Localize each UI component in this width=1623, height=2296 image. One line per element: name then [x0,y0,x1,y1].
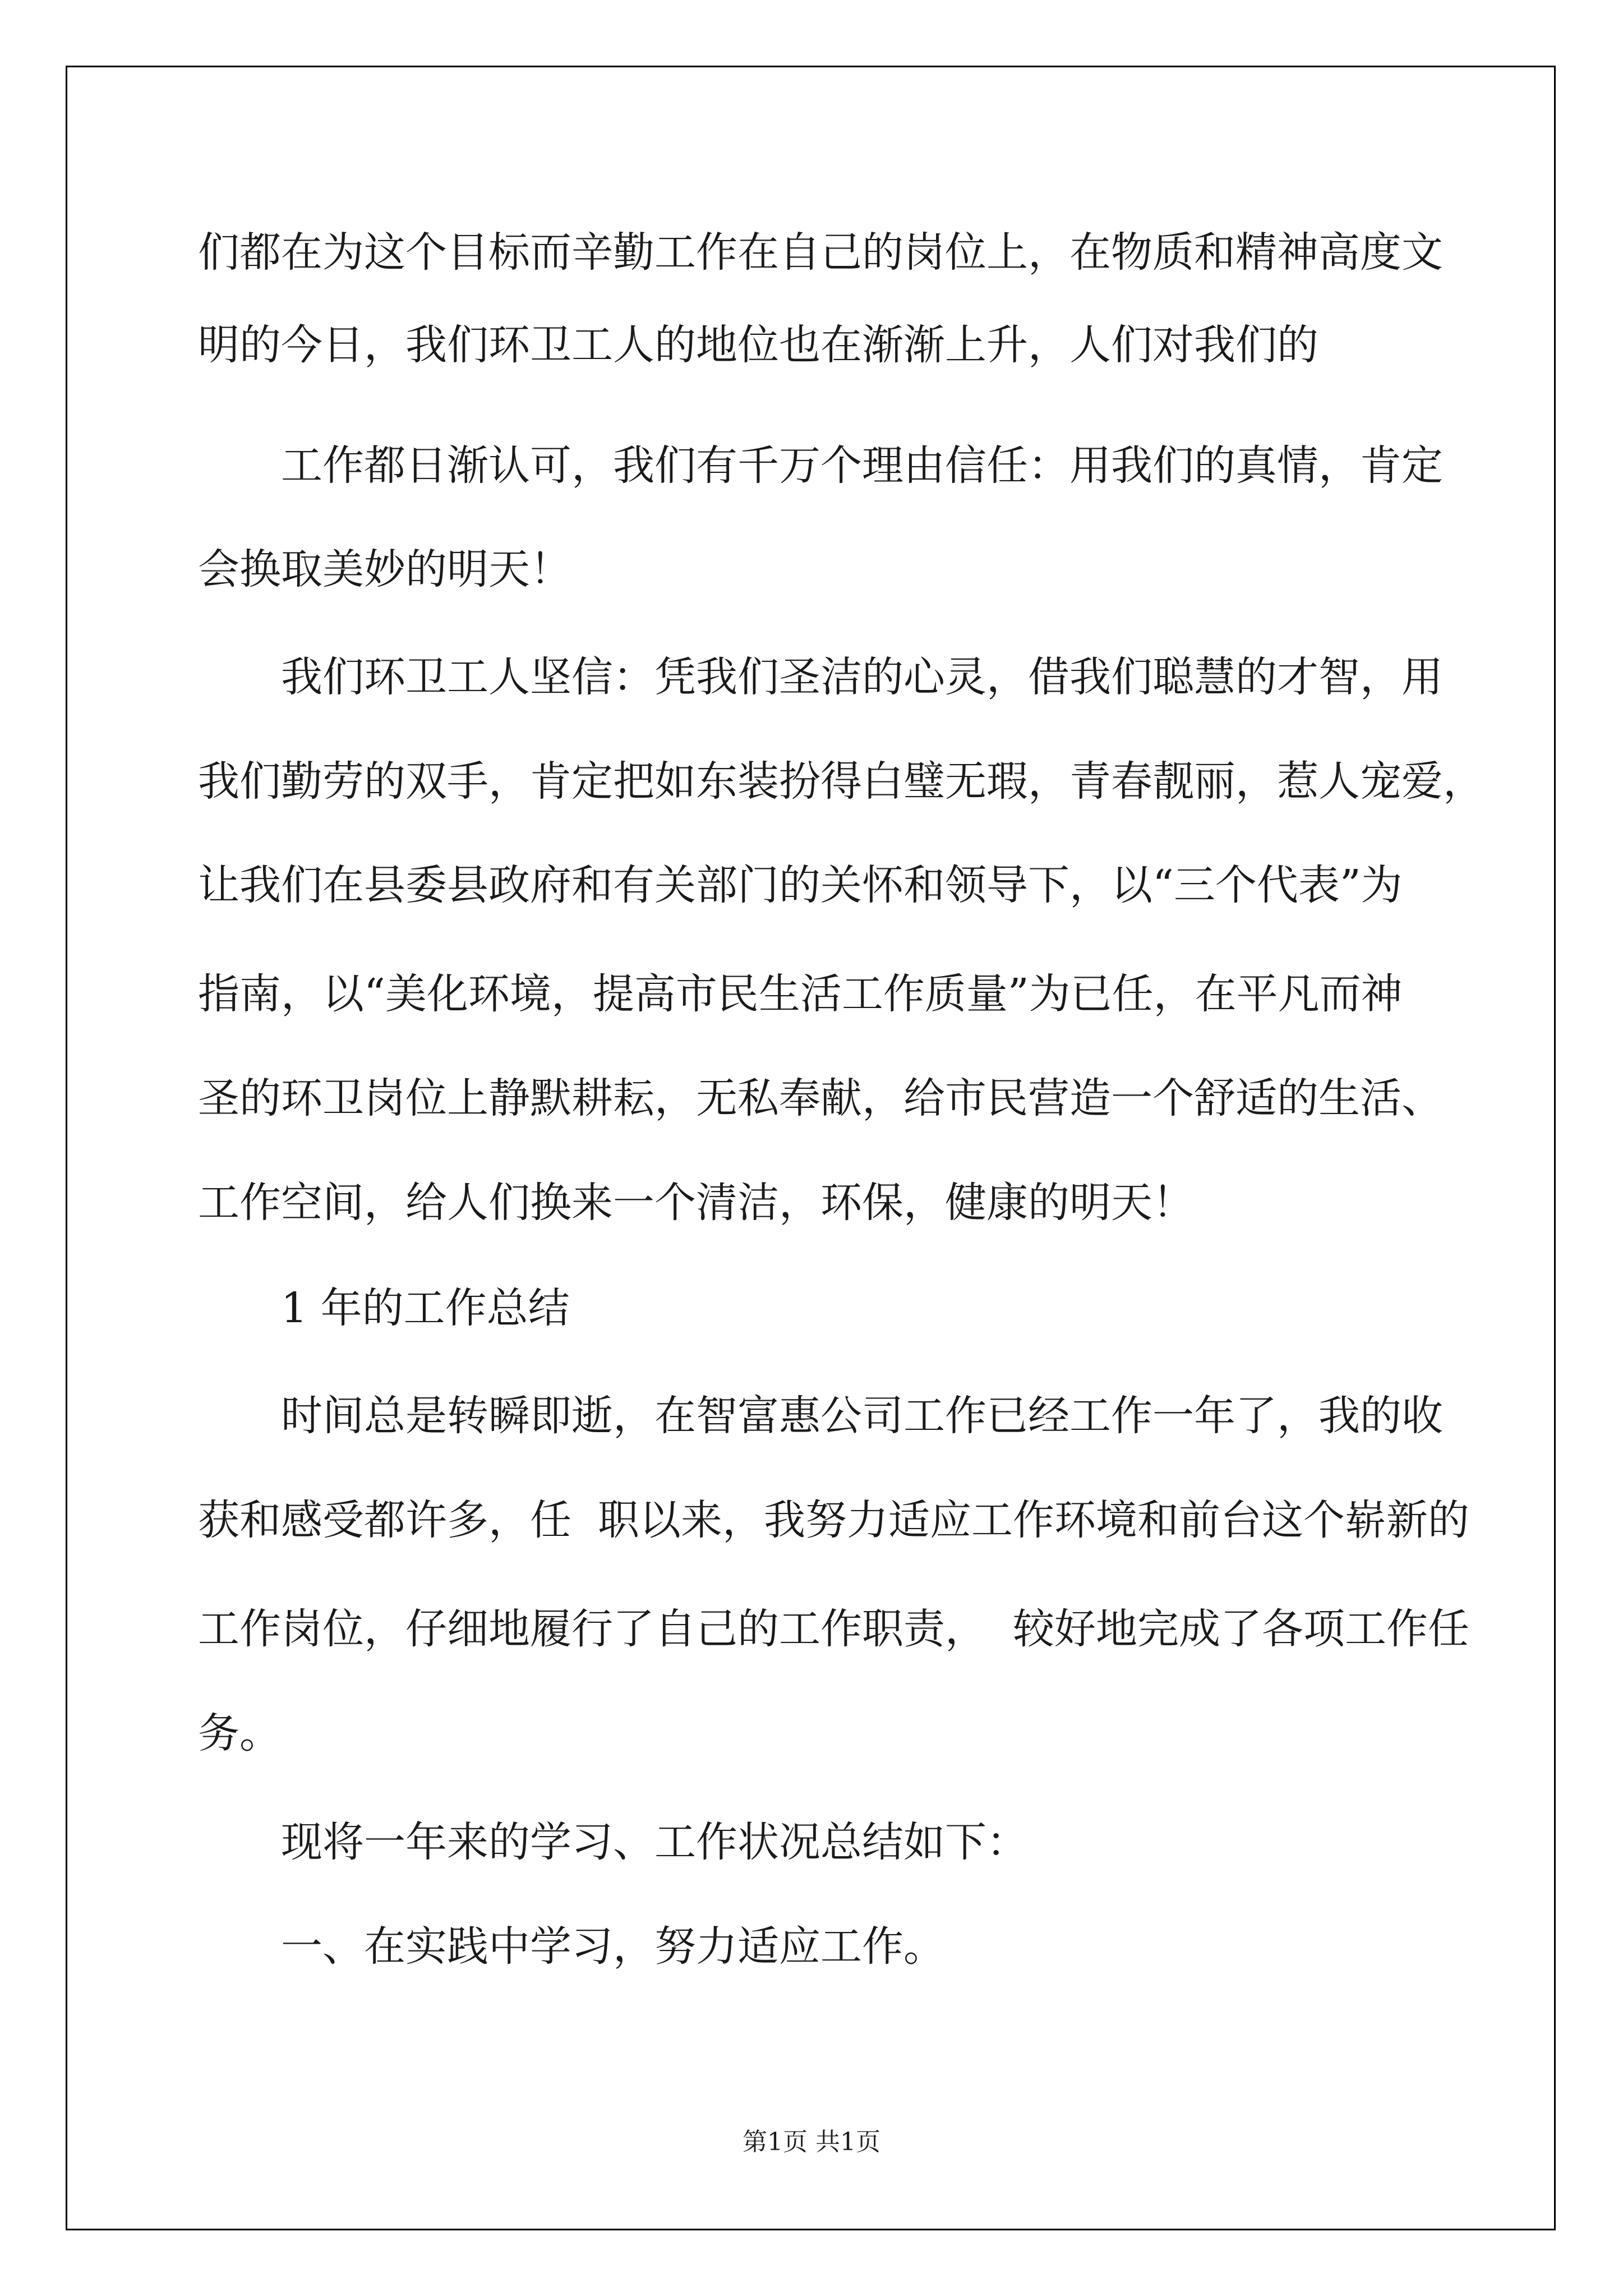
paragraph-line: 务。 [198,1709,281,1757]
paragraph-line: 会换取美妙的明天！ [198,545,571,593]
paragraph-line: 指南，以“美化环境，提高市民生活工作质量”为已任，在平凡而神 [198,970,1403,1018]
paragraph-line: 工作都日渐认可，我们有千万个理由信任：用我们的真情，肯定 [281,441,1443,490]
section-heading: 1 年的工作总结 [281,1284,570,1332]
paragraph-line: 一、在实践中学习，努力适应工作。 [281,1922,945,1971]
paragraph-line: 明的今日，我们环卫工人的地位也在渐渐上升，人们对我们的 [198,321,1318,369]
paragraph-line: 们都在为这个目标而辛勤工作在自己的岗位上，在物质和精神高度文 [198,228,1443,277]
paragraph-line: 我们环卫工人坚信：凭我们圣洁的心灵，借我们聪慧的才智，用 [281,653,1443,701]
paragraph-line: 圣的环卫岗位上静默耕耘，无私奉献，给市民营造一个舒适的生活、 [198,1074,1443,1122]
paragraph-line: 工作空间，给人们换来一个清洁，环保，健康的明天！ [198,1179,1194,1227]
page-number-footer: 第1页 共1页 [743,2128,880,2156]
paragraph-line: 工作岗位，仔细地履行了自己的工作职责， 较好地完成了各项工作任 [198,1605,1470,1653]
page-border [66,66,1556,2230]
paragraph-line: 获和感受都许多，任 职以来，我努力适应工作环境和前台这个崭新的 [198,1496,1470,1544]
paragraph-line: 我们勤劳的双手，肯定把如东装扮得白璧无瑕，青春靓丽，惹人宠爱， [198,757,1484,806]
paragraph-line: 现将一年来的学习、工作状况总结如下： [281,1818,1028,1866]
paragraph-line: 让我们在县委县政府和有关部门的关怀和领导下，以“三个代表”为 [198,861,1403,909]
paragraph-line: 时间总是转瞬即逝，在智富惠公司工作已经工作一年了，我的收 [281,1392,1443,1440]
